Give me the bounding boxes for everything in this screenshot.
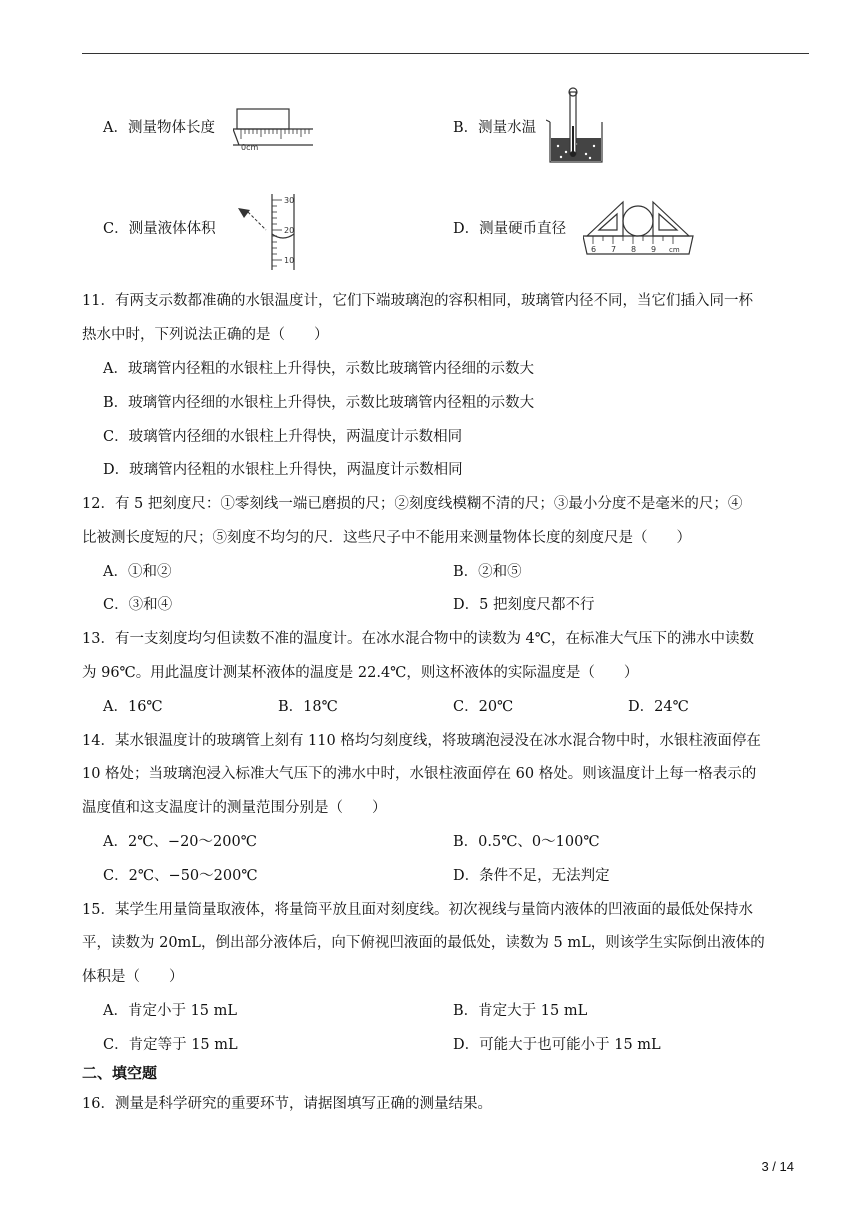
q11-stem-line-2: 热水中时，下列说法正确的是（ ） — [82, 327, 329, 343]
q12-option-c: C．③和④ — [103, 597, 173, 613]
graduated-cylinder-figure — [234, 190, 304, 274]
q11-option-b: B．玻璃管内径细的水银柱上升得快，示数比玻璃管内径粗的示数大 — [103, 395, 535, 411]
q12-stem-line-1: 12．有 5 把刻度尺：①零刻线一端已磨损的尺；②刻度线模糊不清的尺；③最小分度不是毫米的尺；④ — [82, 496, 743, 512]
q13-stem-line-2: 为 96℃。用此温度计测某杯液体的温度是 22.4℃，则这杯液体的实际温度是（ ） — [82, 665, 639, 681]
q13-option-c: C．20℃ — [453, 699, 514, 715]
q14-stem-line-3: 温度值和这支温度计的测量范围分别是（ ） — [82, 800, 387, 816]
cylinder-tick-10: 10 — [284, 256, 295, 265]
section-title: 二、填空题 — [82, 1064, 158, 1082]
q12-option-d: D．5 把刻度尺都不行 — [453, 597, 595, 613]
thermometer-beaker-figure — [546, 86, 606, 166]
coin-measurement-figure — [583, 198, 695, 258]
q11-option-d: D．玻璃管内径粗的水银柱上升得快，两温度计示数相同 — [103, 462, 463, 478]
q12-stem-line-2: 比被测长度短的尺；⑤刻度不均匀的尺．这些尺子中不能用来测量物体长度的刻度尺是（ ） — [82, 530, 691, 546]
q15-stem-line-1: 15．某学生用量筒量取液体，将量筒平放且面对刻度线。初次视线与量筒内液体的凹液面的最低处保持水 — [82, 902, 753, 918]
header-rule — [82, 53, 809, 54]
q10-option-c: C．测量液体体积 — [103, 221, 216, 237]
page-number: 3 / 14 — [761, 1159, 794, 1174]
q15-option-c: C．肯定等于 15 mL — [103, 1037, 238, 1053]
q10-option-d: D．测量硬币直径 — [453, 221, 567, 237]
q13-stem-line-1: 13．有一支刻度均匀但读数不准的温度计。在冰水混合物中的读数为 4℃，在标准大气压下的沸水中读数 — [82, 631, 755, 647]
coin-ruler-tick-6: 6 — [591, 245, 597, 254]
coin-ruler-tick-8: 8 — [631, 245, 637, 254]
q15-option-a: A．肯定小于 15 mL — [103, 1003, 238, 1019]
q13-option-d: D．24℃ — [628, 699, 689, 715]
cylinder-tick-30: 30 — [284, 196, 295, 205]
ruler-figure — [233, 107, 313, 151]
q14-option-c: C．2℃、−50～200℃ — [103, 868, 258, 884]
q12-option-a: A．①和② — [103, 564, 172, 580]
coin-ruler-tick-9: 9 — [651, 245, 657, 254]
q15-option-d: D．可能大于也可能小于 15 mL — [453, 1037, 661, 1053]
coin-ruler-unit: cm — [669, 246, 680, 254]
q10-option-b: B．测量水温 — [453, 120, 537, 136]
q14-option-a: A．2℃、−20～200℃ — [103, 834, 257, 850]
ruler-zero-label: 0cm — [241, 143, 259, 151]
coin-ruler-tick-7: 7 — [611, 245, 617, 254]
q15-option-b: B．肯定大于 15 mL — [453, 1003, 588, 1019]
q14-stem-line-1: 14．某水银温度计的玻璃管上刻有 110 格均匀刻度线，将玻璃泡浸没在冰水混合物中时，水银柱液面停在 — [82, 733, 761, 749]
q15-stem-line-2: 平，读数为 20mL，倒出部分液体后，向下俯视凹液面的最低处，读数为 5 mL，则该学生实际倒出液体的 — [82, 935, 765, 951]
cylinder-tick-20: 20 — [284, 226, 295, 235]
q12-option-b: B．②和⑤ — [453, 564, 522, 580]
q10-option-a: A．测量物体长度 — [103, 120, 215, 136]
q14-option-b: B．0.5℃、0～100℃ — [453, 834, 600, 850]
q15-stem-line-3: 体积是（ ） — [82, 969, 184, 985]
q16-stem-line-1: 16．测量是科学研究的重要环节，请据图填写正确的测量结果。 — [82, 1096, 492, 1112]
q14-stem-line-2: 10 格处；当玻璃泡浸入标准大气压下的沸水中时，水银柱液面停在 60 格处。则该温度计上每一格表示的 — [82, 766, 757, 782]
q13-option-a: A．16℃ — [103, 699, 163, 715]
q11-option-c: C．玻璃管内径细的水银柱上升得快，两温度计示数相同 — [103, 429, 463, 445]
q14-option-d: D．条件不足，无法判定 — [453, 868, 610, 884]
q11-option-a: A．玻璃管内径粗的水银柱上升得快，示数比玻璃管内径细的示数大 — [103, 361, 534, 377]
q13-option-b: B．18℃ — [278, 699, 338, 715]
q11-stem-line-1: 11．有两支示数都准确的水银温度计，它们下端玻璃泡的容积相同，玻璃管内径不同，当它们插入同一杯 — [82, 293, 753, 309]
